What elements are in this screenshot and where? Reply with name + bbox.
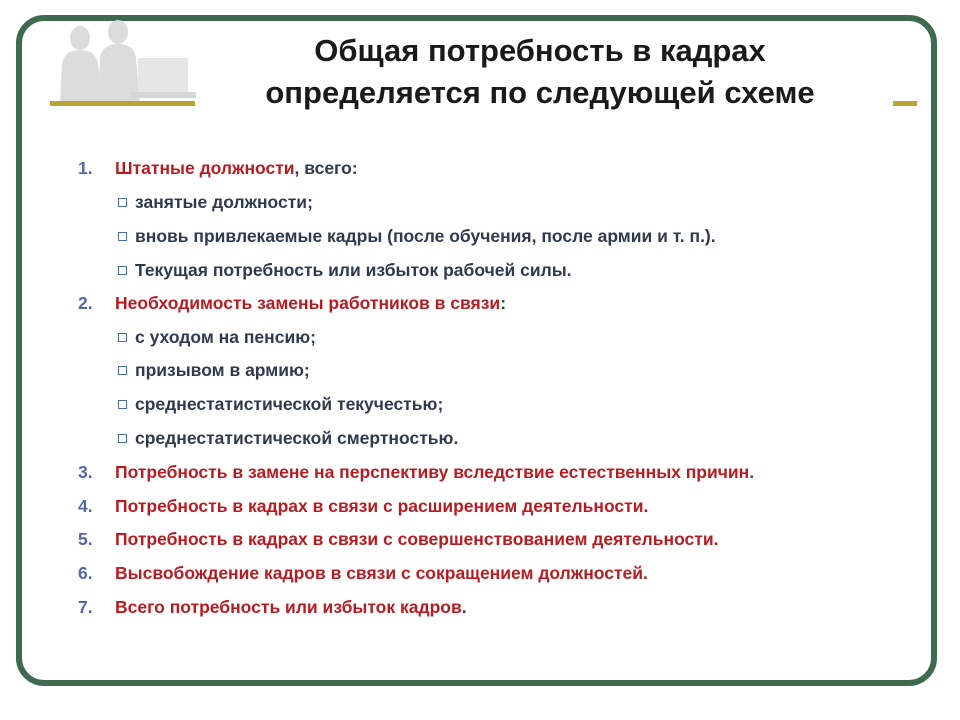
sub-item: призывом в армию;	[118, 360, 310, 381]
item-text: Всего потребность или избыток кадров.	[115, 597, 467, 617]
checkbox-bullet-icon	[118, 434, 127, 443]
checkbox-bullet-icon	[118, 333, 127, 342]
checkbox-bullet-icon	[118, 232, 127, 241]
item-number: 3.	[78, 462, 93, 482]
sub-item: среднестатистической смертностью.	[118, 428, 458, 449]
accent-line-left	[50, 101, 195, 106]
item-text: Потребность в кадрах в связи с расширением деятельности.	[115, 496, 649, 516]
item-text: Потребность в кадрах в связи с совершенствованием деятельности.	[115, 529, 719, 549]
accent-line-right	[893, 101, 917, 106]
sub-item: занятые должности;	[118, 192, 313, 213]
title-line-1: Общая потребность в кадрах	[314, 33, 766, 68]
sub-item: вновь привлекаемые кадры (после обучения, после армии и т. п.).	[118, 226, 716, 247]
checkbox-bullet-icon	[118, 266, 127, 275]
item-number: 4.	[78, 496, 93, 516]
checkbox-bullet-icon	[118, 198, 127, 207]
checkbox-bullet-icon	[118, 400, 127, 409]
item-number: 7.	[78, 597, 93, 617]
item-text: Штатные должности, всего:	[115, 158, 358, 178]
sub-item: среднестатистической текучестью;	[118, 394, 443, 415]
slide-frame	[16, 15, 937, 686]
item-text: Необходимость замены работников в связи:	[115, 293, 507, 313]
item-number: 6.	[78, 563, 93, 583]
sub-item: Текущая потребность или избыток рабочей силы.	[118, 260, 572, 281]
checkbox-bullet-icon	[118, 366, 127, 375]
title-line-2: определяется по следующей схеме	[265, 75, 815, 110]
item-number: 5.	[78, 529, 93, 549]
people-at-computer-logo	[40, 18, 200, 104]
item-number: 2.	[78, 293, 93, 313]
item-text: Потребность в замене на перспективу вследствие естественных причин.	[115, 462, 755, 482]
item-number: 1.	[78, 158, 93, 178]
sub-item: с уходом на пенсию;	[118, 327, 316, 348]
slide-title	[200, 30, 880, 114]
item-text: Высвобождение кадров в связи с сокращением должностей.	[115, 563, 648, 583]
